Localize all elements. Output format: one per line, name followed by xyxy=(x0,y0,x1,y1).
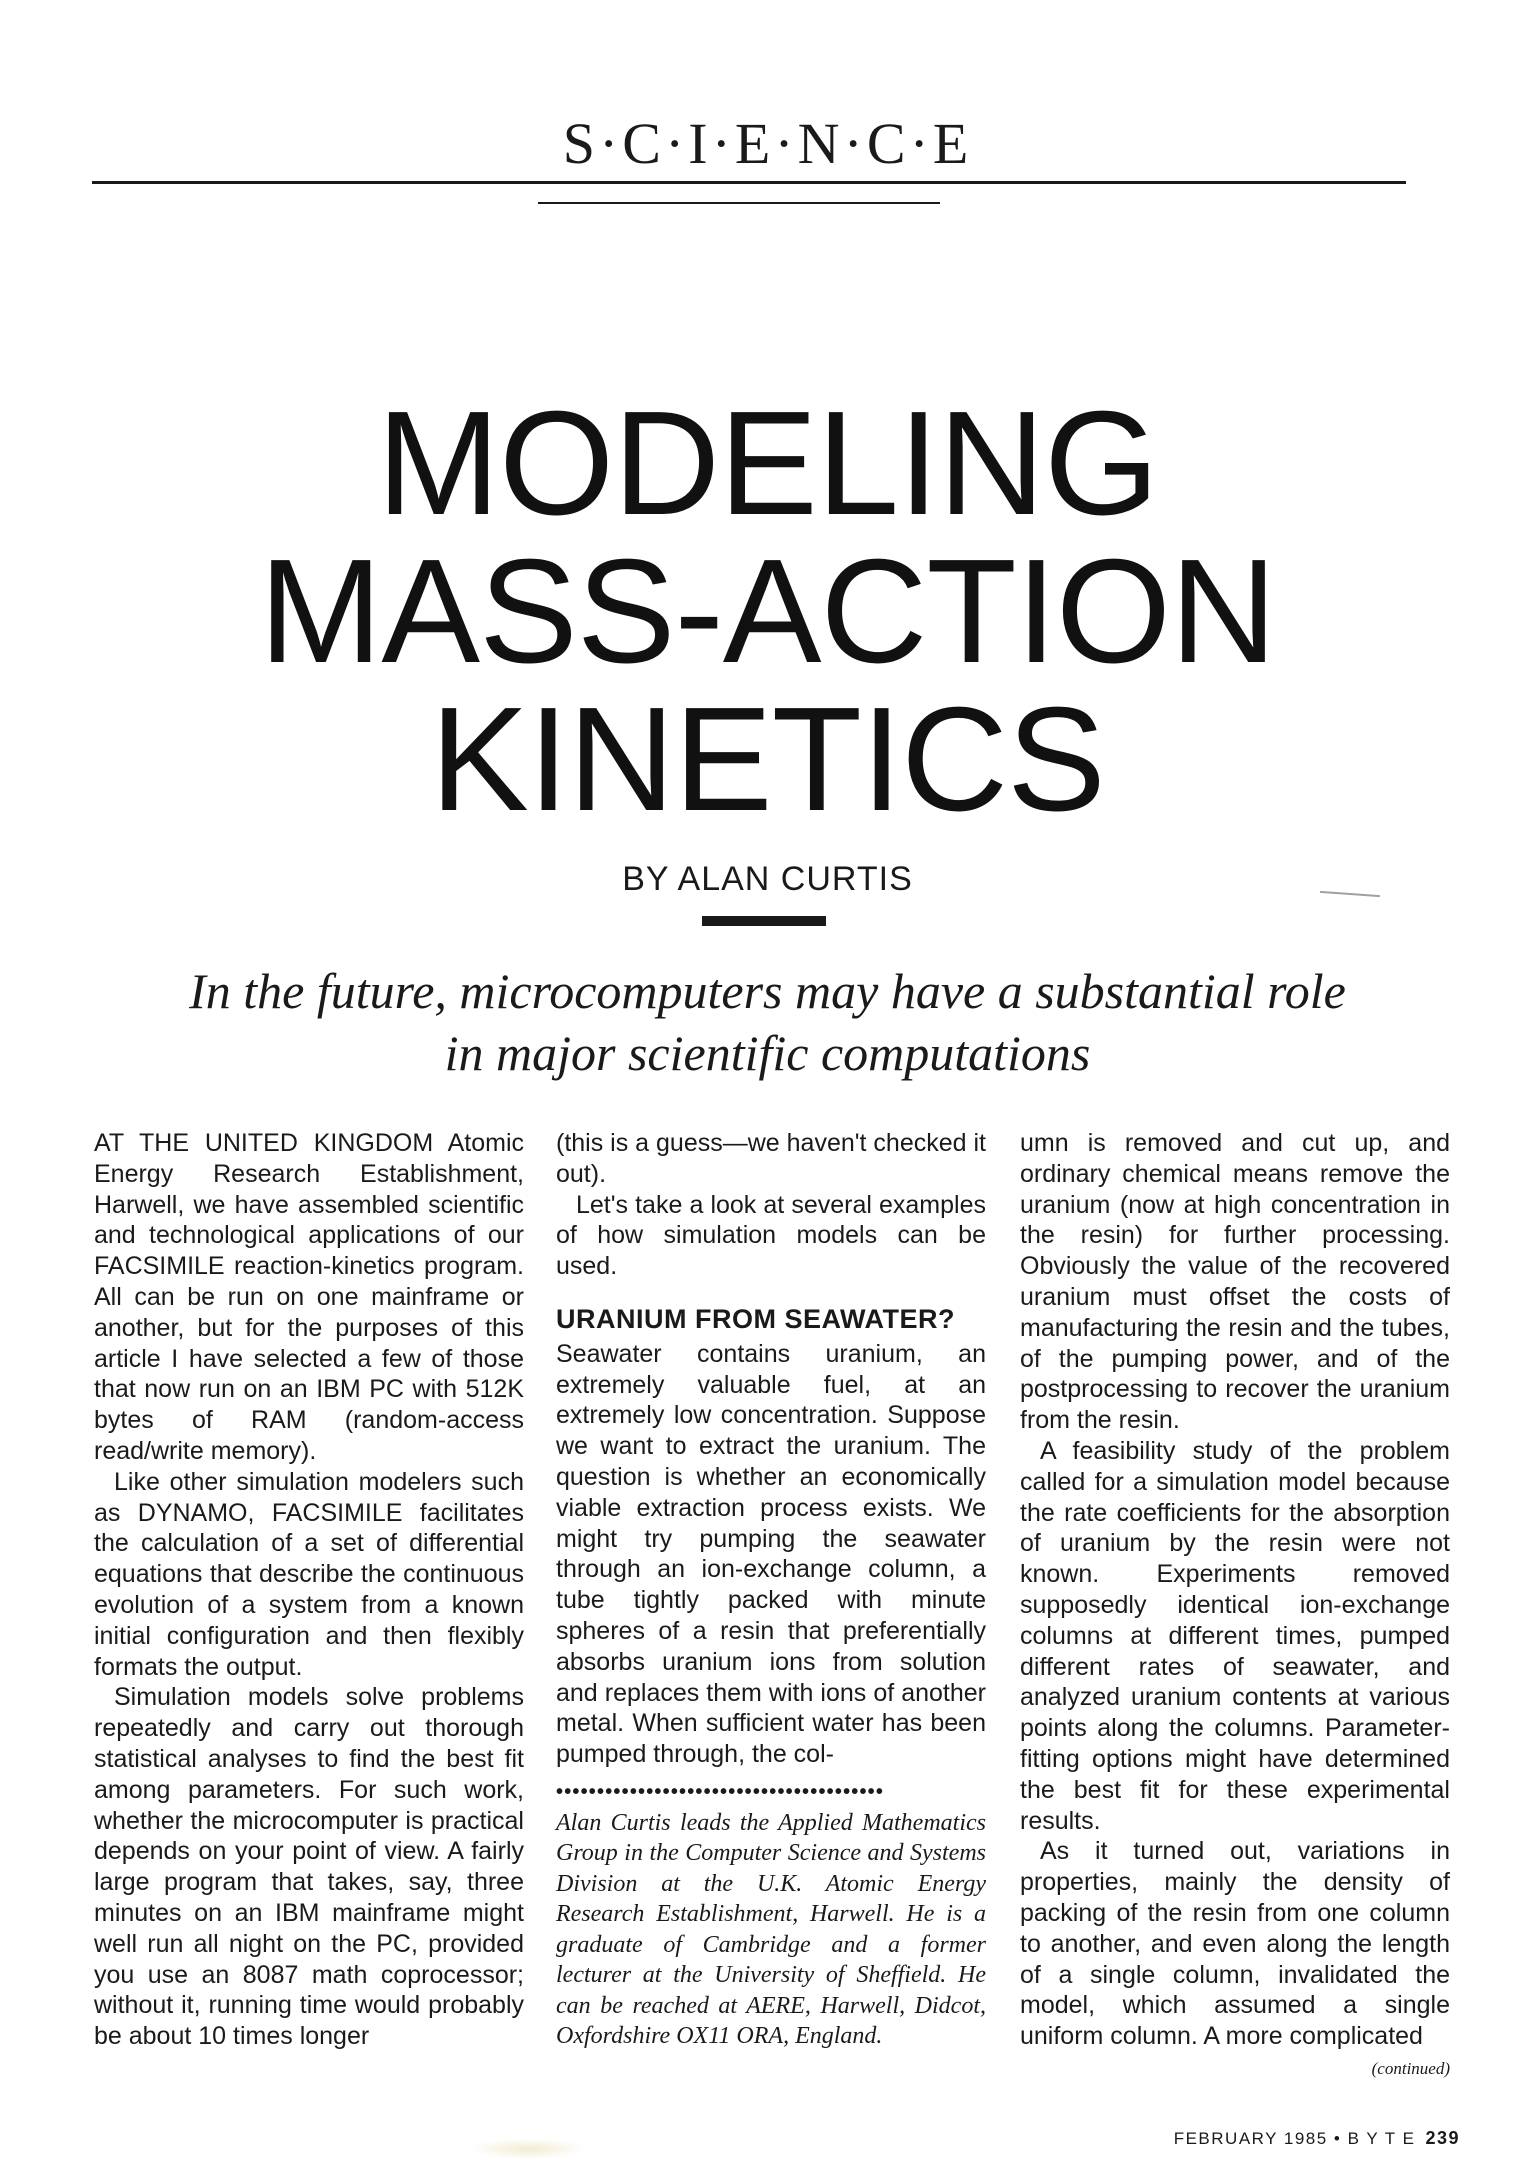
byline xyxy=(0,860,1535,899)
paragraph: umn is removed and cut up, and ordinary chemical means remove the uranium (now at high concentration in the resin) for further processing. Obviously the value of the recovered uranium must offset the costs of manufacturing the resin and the tubes, of the pumping power, and of the postprocessing to recover the uranium from the resin. xyxy=(1020,1129,1450,1435)
continued-note: (continued) xyxy=(1371,2058,1450,2078)
paragraph: A feasibility study of the problem called for a simulation model because the rate coefficients for the absorption of uranium by the resin were not known. Experiments removed supposedly identical ion-exchange columns at different times, pumped different rates of seawater, and analyzed uranium contents at various points along the columns. Parameter-fitting options might have determined the best fit for these experimental results. xyxy=(1020,1436,1450,1835)
bio-separator: •••••••••••••••••••••••••••••••••••••••• xyxy=(556,1781,885,1802)
footer-issue: FEBRUARY 1985 • B Y T E xyxy=(1173,2129,1416,2148)
byline-bar xyxy=(702,916,826,926)
column-1 xyxy=(94,1128,524,2052)
paragraph: As it turned out, variations in properties, mainly the density of packing of the resin from one column to another, and even along the length of a single column, invalidated the model, which assumed a single uniform column. A more complicated xyxy=(1020,1837,1450,2051)
paragraph: (this is a guess—we haven't checked it out). xyxy=(556,1129,986,1188)
section-header xyxy=(0,110,1535,177)
byline-text: BY ALAN CURTIS xyxy=(622,860,913,898)
paragraph: AT THE UNITED KINGDOM Atomic Energy Research Establishment, Harwell, we have assembled scientific and technological applications of our FACSIMILE reaction-kinetics program. All can be run on one mainframe or another, but for the purposes of this article I have selected a few of those that now run on an IBM PC with 512K bytes of RAM (random-access read/write memory). xyxy=(94,1129,524,1465)
section-subhead: URANIUM FROM SEAWATER? xyxy=(556,1303,955,1334)
page-footer xyxy=(1100,2128,1460,2149)
paragraph: Seawater contains uranium, an extremely valuable fuel, at an extremely low concentration. Suppose we want to extract the uranium. The question is whether an economically viable extraction process exists. We might try pumping the seawater through an ion-exchange column, a tube tightly packed with minute spheres of a resin that preferentially absorbs uranium ions from solution and replaces them with ions of another metal. When sufficient water has been pumped through, the col- xyxy=(556,1339,986,1769)
paragraph: Simulation models solve problems repeatedly and carry out thorough statistical analyses to find the best fit among parameters. For such work, whether the microcomputer is practical depends on your point of view. A fairly large program that takes, say, three minutes on an IBM mainframe might well run all night on the PC, provided you use an 8087 math coprocessor; without it, running time would probably be about 10 times longer xyxy=(94,1683,524,2051)
title-line: MASS-ACTION xyxy=(259,529,1276,694)
paragraph: Let's take a look at several examples of how simulation models can be used. xyxy=(556,1190,986,1281)
column-2 xyxy=(556,1128,986,2052)
column-3 xyxy=(1020,1128,1450,2085)
deck-line: in major scientific computations xyxy=(444,1025,1091,1081)
header-rule xyxy=(92,181,1406,184)
author-bio: Alan Curtis leads the Applied Mathematics Group in the Computer Science and Systems Division at the U.K. Atomic Energy Research Establishment, Harwell. He is a graduate of Cambridge and a former lecturer at the University of Sheffield. He can be reached at AERE, Harwell, Didcot, Oxfordshire OX11 ORA, England. xyxy=(556,1809,986,2050)
deck-line: In the future, microcomputers may have a substantial role xyxy=(189,963,1346,1019)
header-subrule xyxy=(538,202,940,204)
paper-smudge xyxy=(468,2138,588,2160)
page-number: 239 xyxy=(1425,2128,1460,2148)
paragraph: Like other simulation modelers such as DYNAMO, FACSIMILE facilitates the calculation of a set of differential equations that describe the continuous evolution of a system from a known initial configuration and then flexibly formats the output. xyxy=(94,1467,524,1681)
article-deck xyxy=(0,960,1535,1084)
title-line: MODELING xyxy=(376,381,1159,546)
article-title xyxy=(0,381,1535,842)
section-label: S·C·I·E·N·C·E xyxy=(562,111,973,176)
title-line: KINETICS xyxy=(430,677,1105,842)
